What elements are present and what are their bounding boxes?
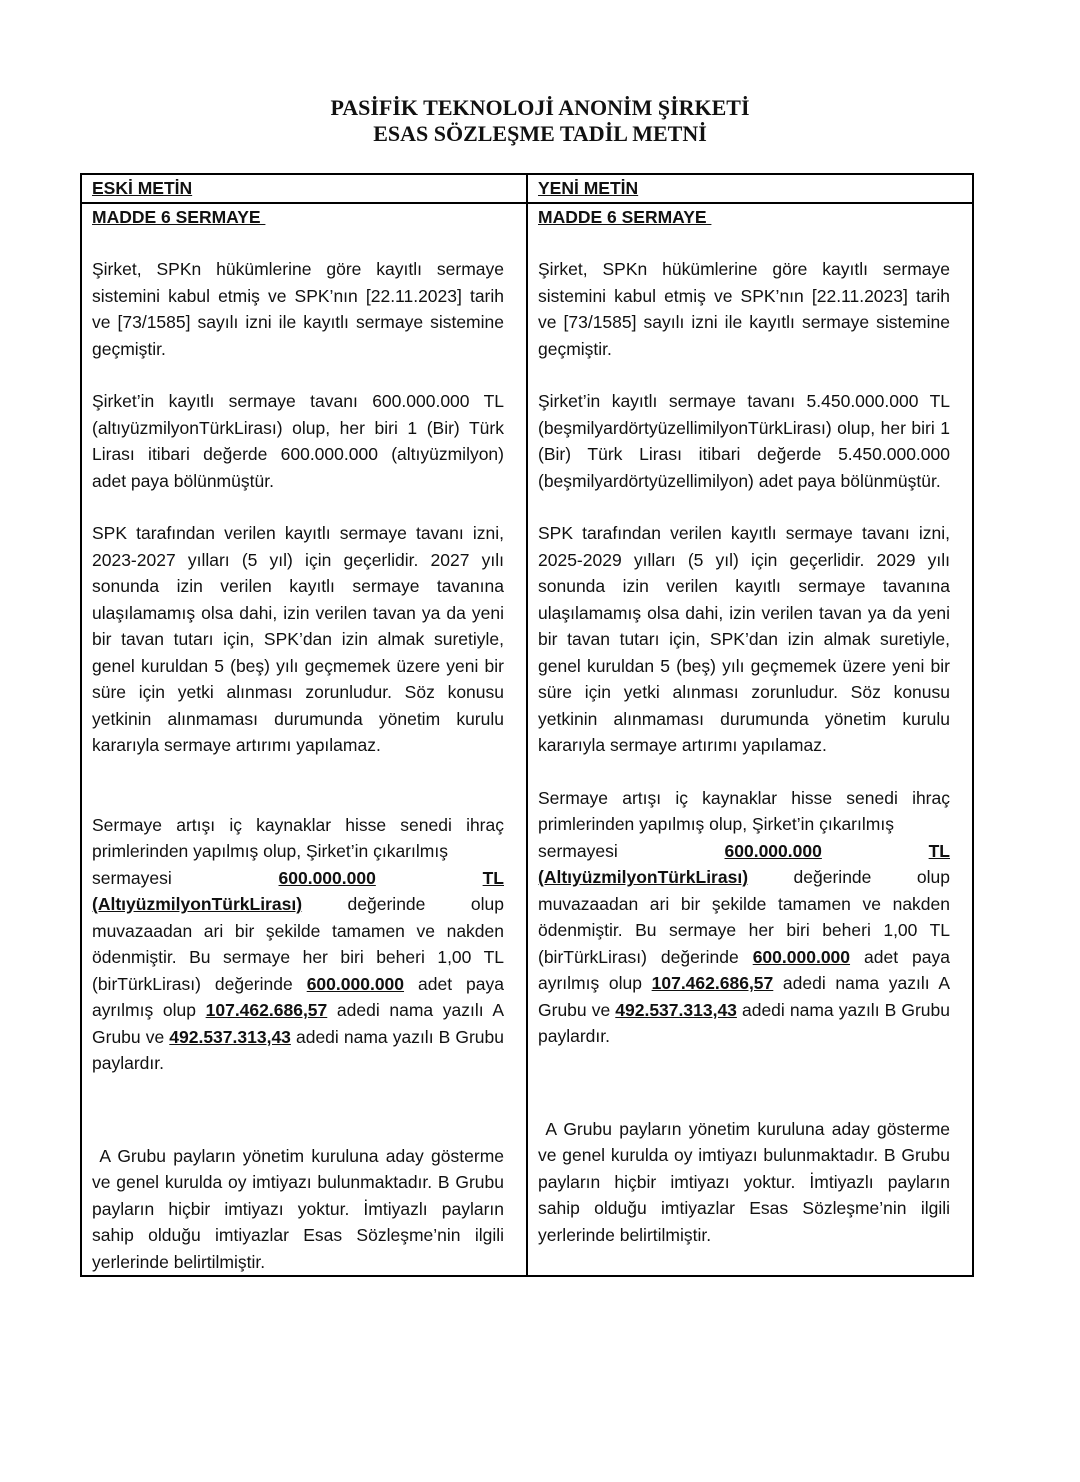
- old-text-header: ESKİ METİN: [81, 174, 527, 203]
- comparison-table: [80, 173, 974, 1277]
- old-paragraph-4: Sermaye artışı iç kaynaklar hisse senedi ihraç primlerinden yapılmış olup, Şirket’in çıkarılmış sermayesi 600.000.000 TL (AltıyüzmilyonTürkLirası) değerinde olup muvazaadan ari bir şekilde tamamen ve nakden ödenmiştir. Bu sermaye her biri beheri 1,00 TL (birTürkLirası) değerinde 600.000.000 adet paya ayrılmış olup 107.462.686,57 adedi nama yazılı A Grubu ve 492.537.313,43 adedi nama yazılı B Grubu paylardır.: [92, 814, 504, 1073]
- new-text-cell: [527, 203, 973, 1277]
- old-capital-amount: 600.000.000: [278, 867, 376, 888]
- new-paragraph-3: SPK tarafından verilen kayıtlı sermaye tavanı izni, 2025-2029 yılları (5 yıl) için geçerlidir. 2029 yılı sonunda izin verilen kayıtlı sermaye tavanına ulaşılamamış olsa dahi, izin verilen tavan ya da yeni bir tavan tutarı için, SPK’dan izin almak suretiyle, genel kuruldan 5 (beş) yılı geçmemek üzere yeni bir süre için yetki alınması zorunludur. Söz konusu yetkinin alınmaması durumunda yönetim kurulu kararıyla sermaye artırımı yapılamaz.: [538, 523, 950, 755]
- new-b-group-shares: 492.537.313,43: [615, 999, 737, 1020]
- document-title: PASİFİK TEKNOLOJİ ANONİM ŞİRKETİ: [330, 95, 750, 120]
- old-article-heading: MADDE 6 SERMAYE: [92, 206, 266, 227]
- new-paragraph-1: Şirket, SPKn hükümlerine göre kayıtlı sermaye sistemini kabul etmiş ve SPK’nın [22.11.2023] tarih ve [73/1585] sayılı izni ile kayıtlı sermaye sistemine geçmiştir.: [538, 259, 950, 359]
- old-paragraph-3: SPK tarafından verilen kayıtlı sermaye tavanı izni, 2023-2027 yılları (5 yıl) için geçerlidir. 2027 yılı sonunda izin verilen kayıtlı sermaye tavanına ulaşılamamış olsa dahi, izin verilen tavan ya da yeni bir tavan tutarı için, SPK’dan izin almak suretiyle, genel kuruldan 5 (beş) yılı geçmemek üzere yeni bir süre için yetki alınması zorunludur. Söz konusu yetkinin alınmaması durumunda yönetim kurulu kararıyla sermaye artırımı yapılamaz.: [92, 523, 504, 755]
- new-text-header: YENİ METİN: [527, 174, 973, 203]
- old-paragraph-1: Şirket, SPKn hükümlerine göre kayıtlı sermaye sistemini kabul etmiş ve SPK’nın [22.11.2023] tarih ve [73/1585] sayılı izni ile kayıtlı sermaye sistemine geçmiştir.: [92, 259, 504, 359]
- old-a-group-shares: 107.462.686,57: [205, 1000, 328, 1020]
- old-b-group-shares: 492.537.313,43: [169, 1026, 291, 1047]
- new-capital-amount: 600.000.000: [724, 840, 822, 861]
- table-body-row: [81, 203, 973, 1277]
- table-header-row: [81, 174, 973, 203]
- old-paragraph-2: Şirket’in kayıtlı sermaye tavanı 600.000.000 TL (altıyüzmilyonTürkLirası) olup, her biri 1 (Bir) Türk Lirası itibari değerde 600.000.000 (altıyüzmilyon) adet paya bölünmüştür.: [92, 391, 504, 491]
- document-subtitle: ESAS SÖZLEŞME TADİL METNİ: [373, 121, 707, 146]
- new-paragraph-5: A Grubu payların yönetim kuruluna aday gösterme ve genel kurulda oy imtiyazı bulunmaktadır. B Grubu payların hiçbir imtiyazı yoktur. İmtiyazlı payların sahip olduğu imtiyazlar Esas Sözleşme’nin ilgili yerlerinde belirtilmiştir.: [538, 1118, 955, 1245]
- new-paragraph-4: Sermaye artışı iç kaynaklar hisse senedi ihraç primlerinden yapılmış olup, Şirket’in çıkarılmış sermayesi 600.000.000 TL (AltıyüzmilyonTürkLirası) değerinde olup muvazaadan ari bir şekilde tamamen ve nakden ödenmiştir. Bu sermaye her biri beheri 1,00 TL (birTürkLirası) değerinde 600.000.000 adet paya ayrılmış olup 107.462.686,57 adedi nama yazılı A Grubu ve 492.537.313,43 adedi nama yazılı B Grubu paylardır.: [538, 787, 950, 1046]
- old-text-cell: [81, 203, 527, 1277]
- new-paragraph-2: Şirket’in kayıtlı sermaye tavanı 5.450.000.000 TL (beşmilyardörtyüzellimilyonTürkLirası) olup, her biri 1 (Bir) Türk Lirası itibari değerde 5.450.000.000 (beşmilyardörtyüzellimilyon) adet paya bölünmüştür.: [538, 391, 950, 491]
- new-article-heading: MADDE 6 SERMAYE: [538, 206, 712, 227]
- new-a-group-shares: 107.462.686,57: [651, 973, 774, 993]
- old-paragraph-5: A Grubu payların yönetim kuruluna aday gösterme ve genel kurulda oy imtiyazı bulunmaktadır. B Grubu payların hiçbir imtiyazı yoktur. İmtiyazlı payların sahip olduğu imtiyazlar Esas Sözleşme’nin ilgili yerlerinde belirtilmiştir.: [92, 1145, 509, 1272]
